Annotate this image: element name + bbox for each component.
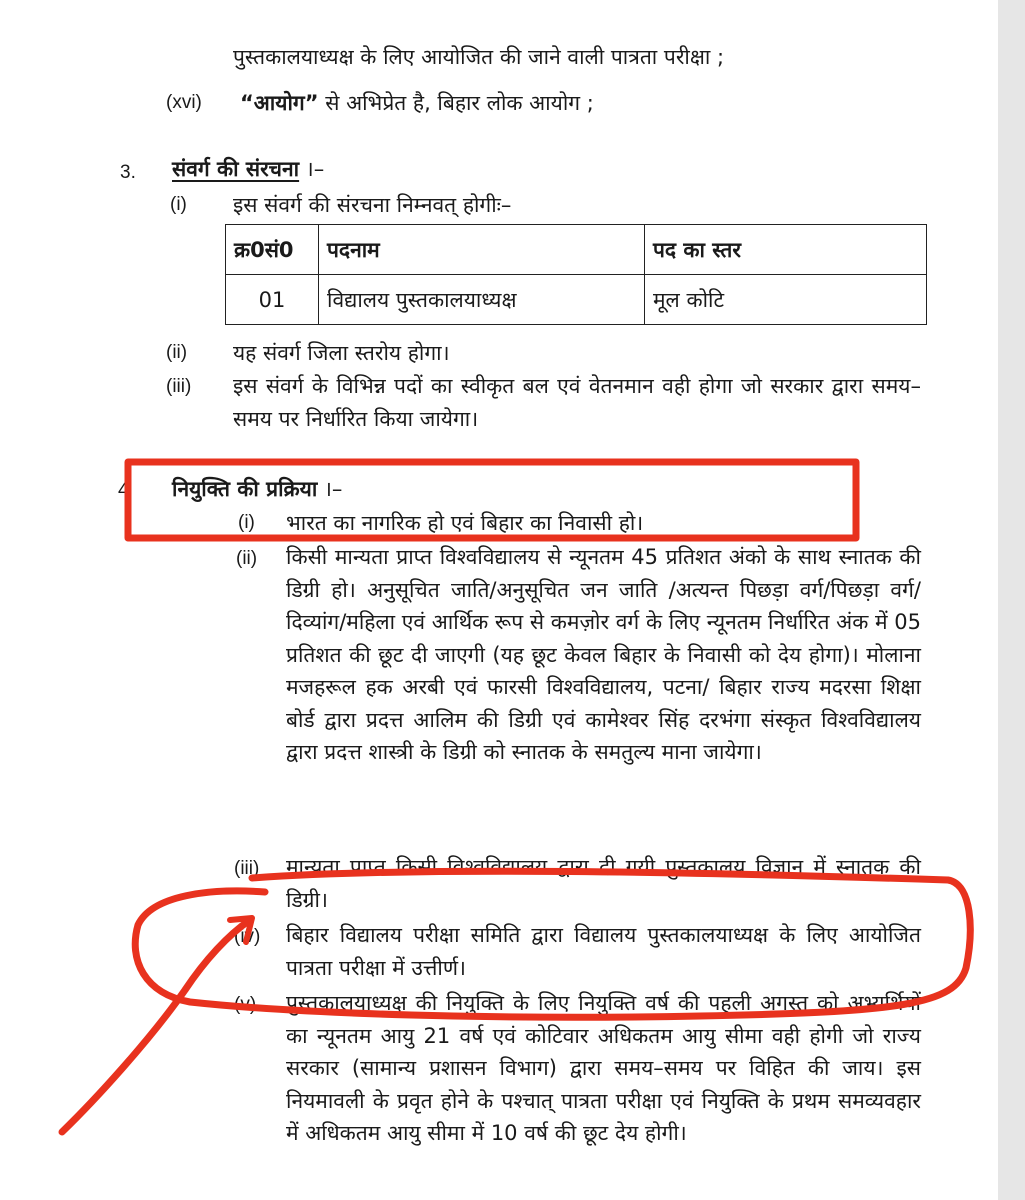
section3-number: 3.: [120, 162, 136, 183]
table-cell-serial: 01: [226, 275, 319, 325]
s4-item5-label: (v): [234, 994, 257, 1015]
s4-item1-label: (i): [238, 512, 255, 533]
def-xvi-term: “आयोग”: [240, 91, 319, 115]
table-header-post: पदनाम: [319, 225, 645, 275]
table-header-level: पद का स्तर: [645, 225, 927, 275]
table-cell-level: मूल कोटि: [645, 275, 927, 325]
s3-item2-text: यह संवर्ग जिला स्तरोय होगा।: [233, 341, 450, 365]
s4-item2-label: (ii): [236, 548, 258, 569]
table-header-serial: क्र0सं0: [226, 225, 319, 275]
s3-item1-text: इस संवर्ग की संरचना निम्नवत् होगीः–: [233, 193, 512, 217]
s4-item1-text: भारत का नागरिक हो एवं बिहार का निवासी हो।: [286, 511, 644, 535]
s3-item3-label: (iii): [166, 376, 192, 397]
s4-item3-text: मान्यता प्राप्त किसी विश्वविद्यालय द्वारा दी गयी पुस्तकालय विज्ञान में स्नातक की डिग्री।: [286, 855, 921, 912]
highlight-box: [128, 462, 856, 538]
s4-item2-text: किसी मान्यता प्राप्त विश्वविद्यालय से न्यूनतम 45 प्रतिशत अंको के साथ स्नातक की डिग्री हो। अनुसूचित जाति/अनुसूचित जन जाति /अत्यन्त पिछड़ा वर्ग/पिछड़ा वर्ग/दिव्यांग/महिला एवं आर्थिक रूप से कमज़ोर वर्ग के लिए न्यूनतम निर्धारित अंक में 05 प्रतिशत की छूट दी जाएगी (यह छूट केवल बिहार के निवासी को देय होगा)। मोलाना मजहरूल हक अरबी एवं फारसी विश्वविद्यालय, पटना/ बिहार राज्य मदरसा शिक्षा बोर्ड द्वारा प्रदत्त आलिम की डिग्री एवं कामेश्वर सिंह दरभंगा संस्कृत विश्वविद्यालय द्वारा प्रदत्त शास्त्री के डिग्री को स्नातक के समतुल्य माना जायेगा।: [286, 545, 921, 764]
table-cell-post: विद्यालय पुस्तकालयाध्यक्ष: [319, 275, 645, 325]
def-xvi-text: से अभिप्रेत है, बिहार लोक आयोग ;: [325, 91, 594, 115]
section4-heading-suffix: ।–: [323, 477, 343, 501]
continuation-line: पुस्तकालयाध्यक्ष के लिए आयोजित की जाने वाली पात्रता परीक्षा ;: [233, 45, 725, 69]
screen-edge: [998, 0, 1025, 1200]
section3-heading: संवर्ग की संरचना: [172, 157, 300, 181]
section4-number: 4: [118, 480, 129, 501]
def-xvi-label: (xvi): [166, 92, 202, 113]
section3-heading-suffix: ।–: [305, 157, 325, 181]
s3-item2-label: (ii): [166, 342, 188, 363]
s3-item1-label: (i): [170, 194, 187, 215]
section4-heading: नियुक्ति की प्रक्रिया: [172, 477, 318, 501]
s3-item3-text: इस संवर्ग के विभिन्न पदों का स्वीकृत बल एवं वेतनमान वही होगा जो सरकार द्वारा समय–समय पर निर्धारित किया जायेगा।: [233, 374, 921, 431]
freehand-oval: [135, 871, 970, 1017]
freehand-arrow-shaft: [62, 920, 250, 1132]
s4-item3-label: (iii): [234, 858, 260, 879]
s4-item4-label: (iv): [234, 926, 261, 947]
s4-item4-text: बिहार विद्यालय परीक्षा समिति द्वारा विद्यालय पुस्तकालयाध्यक्ष के लिए आयोजित पात्रता परीक्षा में उत्तीर्ण।: [286, 923, 921, 980]
s4-item5-text: पुस्तकालयाध्यक्ष की नियुक्ति के लिए नियुक्ति वर्ष की पहली अगस्त को अभ्यर्थियों का न्यूनतम आयु 21 वर्ष एवं कोटिवार अधिकतम आयु सीमा वही होगी जो राज्य सरकार (सामान्य प्रशासन विभाग) द्वारा समय–समय पर विहित की जाय। इस नियमावली के प्रवृत होने के पश्चात् पात्रता परीक्षा एवं नियुक्ति के प्रथम समव्यवहार में अधिकतम आयु सीमा में 10 वर्ष की छूट देय होगी।: [286, 991, 921, 1145]
